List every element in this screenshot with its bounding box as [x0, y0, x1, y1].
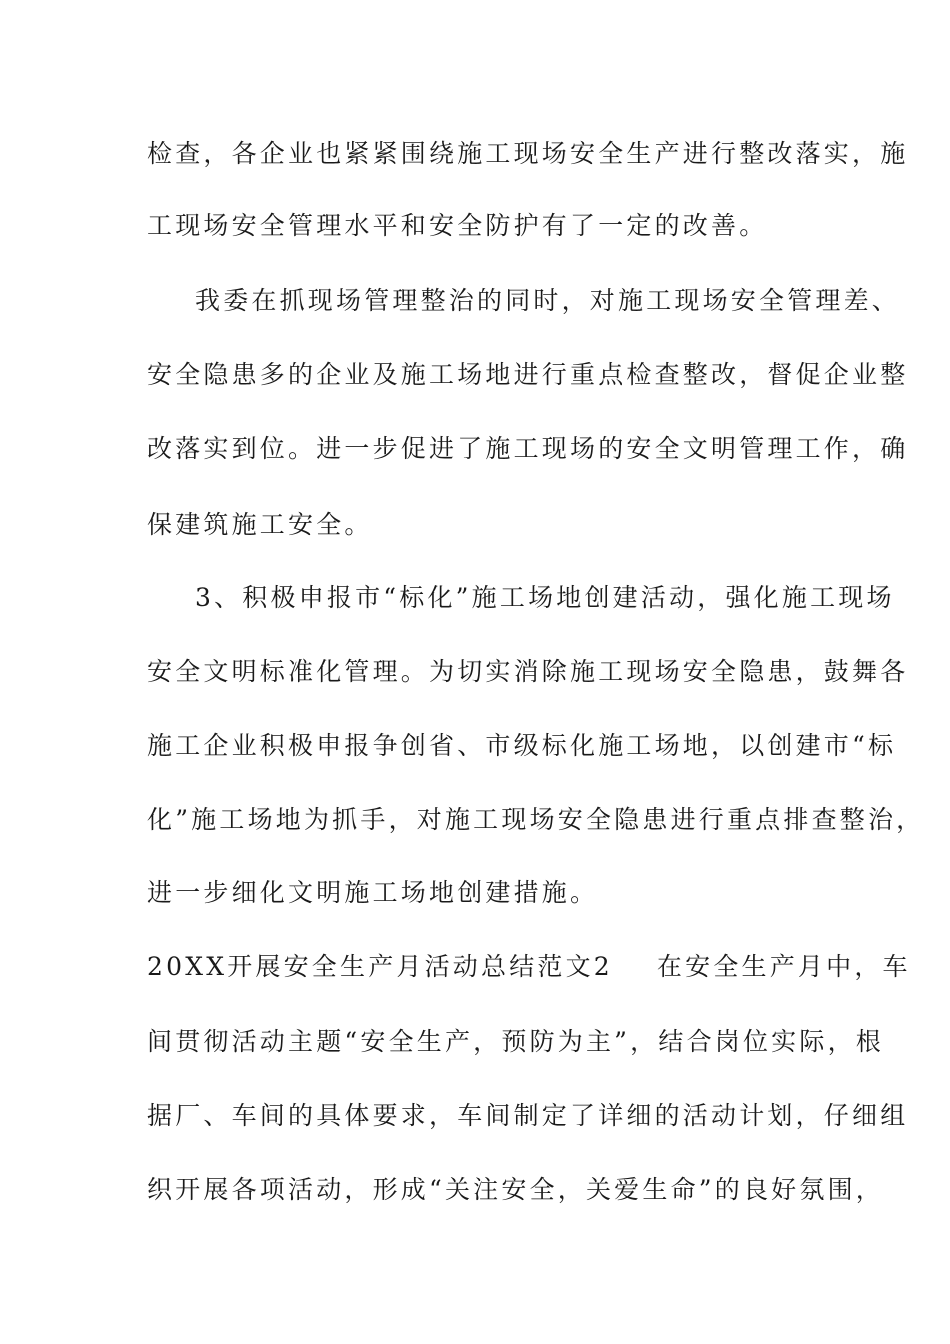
text-line: 施工企业积极申报争创省、市级标化施工场地，以创建市“标 — [147, 731, 897, 760]
text-line: 保建筑施工安全。 — [147, 510, 373, 539]
paragraph-start-line: 3、积极申报市“标化”施工场地创建活动，强化施工现场 — [195, 583, 895, 612]
section-title: 20XX开展安全生产月活动总结范文2 — [147, 952, 613, 981]
text-line: 检查，各企业也紧紧围绕施工现场安全生产进行整改落实，施 — [147, 139, 909, 168]
section-line — [147, 952, 911, 982]
text-line: 工现场安全管理水平和安全防护有了一定的改善。 — [147, 211, 768, 240]
text-line: 织开展各项活动，形成“关注安全，关爱生命”的良好氛围， — [147, 1175, 884, 1204]
text-line: 进一步细化文明施工场地创建措施。 — [147, 878, 599, 907]
text-line: 据厂、车间的具体要求，车间制定了详细的活动计划，仔细组 — [147, 1101, 909, 1130]
text-line: 化”施工场地为抓手，对施工现场安全隐患进行重点排查整治， — [147, 805, 925, 834]
text-line: 改落实到位。进一步促进了施工现场的安全文明管理工作，确 — [147, 434, 909, 463]
text-line: 安全隐患多的企业及施工场地进行重点检查整改，督促企业整 — [147, 360, 909, 389]
text-line: 安全文明标准化管理。为切实消除施工现场安全隐患，鼓舞各 — [147, 657, 909, 686]
section-first-text: 在安全生产月中，车 — [656, 952, 911, 981]
text-line: 间贯彻活动主题“安全生产，预防为主”，结合岗位实际，根 — [147, 1027, 884, 1056]
paragraph-start-line: 我委在抓现场管理整治的同时，对施工现场安全管理差、 — [195, 286, 901, 315]
